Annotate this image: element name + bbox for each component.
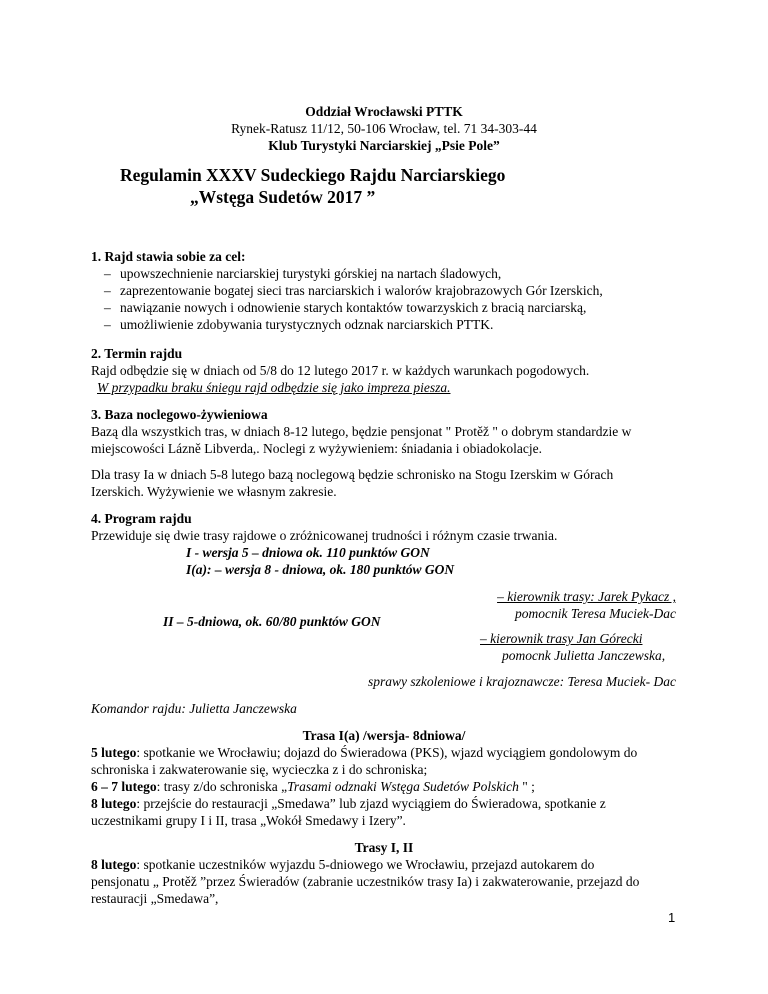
section3-heading: 3. Baza noclegowo-żywieniowa	[91, 407, 268, 422]
goals-list	[104, 265, 603, 333]
list-item: – zaprezentowanie bogatej sieci tras narciarskich i walorów krajobrazowych Gór Izerskich,	[104, 282, 603, 299]
section4-heading: 4. Program rajdu	[91, 511, 192, 526]
section2-text: Rajd odbędzie się w dniach od 5/8 do 12 lutego 2017 r. w każdych warunkach pogodowych.	[91, 363, 590, 378]
section1-heading: 1. Rajd stawia sobie za cel:	[91, 249, 246, 264]
trasy12-day1-cont2: restauracji „Smedawa”,	[91, 891, 219, 906]
route2-leader: – kierownik trasy Jan Górecki	[480, 631, 643, 646]
document-title-line1: Regulamin XXXV Sudeckiego Rajdu Narciarskiego	[120, 165, 506, 185]
trasy12-day1-cont1: pensjonatu „ Protěž ”przez Świeradów (zabranie uczestników trasy Ia) i zakwaterowanie, przejazd do	[91, 874, 640, 889]
route-1a: I(a): – wersja 8 - dniowa, ok. 180 punktów GON	[186, 562, 455, 577]
trasa1a-day1-cont: schroniska i zakwaterowanie się, wycieczka z i do schroniska;	[91, 762, 428, 777]
page-number: 1	[668, 910, 676, 925]
trasa1a-day2: 6 – 7 lutego: trasy z/do schroniska „Trasami odznaki Wstęga Sudetów Polskich " ;	[91, 779, 535, 794]
section3-text1: Bazą dla wszystkich tras, w dniach 8-12 lutego, będzie pensjonat " Protěž " o dobrym standardzie w	[91, 424, 632, 439]
list-item: – upowszechnienie narciarskiej turystyki górskiej na nartach śladowych,	[104, 265, 603, 282]
trasa1a-day1: 5 lutego: spotkanie we Wrocławiu; dojazd do Świeradowa (PKS), wjazd wyciągiem gondolowym do	[91, 745, 638, 760]
list-item: – nawiązanie nowych i odnowienie starych kontaktów towarzyskich z bracią narciarską,	[104, 299, 603, 316]
route2-assistant: pomocnk Julietta Janczewska,	[502, 648, 666, 663]
section3-text3: Dla trasy Ia w dniach 5-8 lutego bazą noclegową będzie schronisko na Stogu Izerskim w Górach	[91, 467, 614, 482]
org-address: Rynek-Ratusz 11/12, 50-106 Wrocław, tel. 71 34-303-44	[231, 121, 537, 136]
commander: Komandor rajdu: Julietta Janczewska	[91, 701, 297, 716]
trasa1a-day3-cont: uczestnikami grupy I i II, trasa „Wokół Smedawy i Izery”.	[91, 813, 406, 828]
trasa1a-heading: Trasa I(a) /wersja- 8dniowa/	[302, 728, 466, 743]
route1-assistant: pomocnik Teresa Muciek-Dac	[515, 606, 676, 621]
org-name: Oddział Wrocławski PTTK	[305, 104, 463, 119]
route1-leader: – kierownik trasy: Jarek Pykacz ,	[497, 589, 676, 604]
document-title-line2: „Wstęga Sudetów 2017 ”	[190, 187, 376, 207]
trasa1a-day3: 8 lutego: przejście do restauracji „Smedawa” lub zjazd wyciągiem do Świeradowa, spotkanie z	[91, 796, 606, 811]
section3-text4: Izerskich. Wyżywienie we własnym zakresie.	[91, 484, 337, 499]
club-name: Klub Turystyki Narciarskiej „Psie Pole”	[268, 138, 500, 153]
section2-note: W przypadku braku śniegu rajd odbędzie się jako impreza piesza.	[97, 380, 451, 395]
trasy12-day1: 8 lutego: spotkanie uczestników wyjazdu 5-dniowego we Wrocławiu, przejazd autokarem do	[91, 857, 595, 872]
training-note: sprawy szkoleniowe i krajoznawcze: Teresa Muciek- Dac	[368, 674, 676, 689]
section4-intro: Przewiduje się dwie trasy rajdowe o zróżnicowanej trudności i różnym czasie trwania.	[91, 528, 558, 543]
section3-text2: miejscowości Lázně Libverda,. Noclegi z wyżywieniem: śniadania i obiadokolacje.	[91, 441, 542, 456]
list-item: – umożliwienie zdobywania turystycznych odznak narciarskich PTTK.	[104, 316, 603, 333]
route-1: I - wersja 5 – dniowa ok. 110 punktów GON	[186, 545, 430, 560]
trasy12-heading: Trasy I, II	[354, 840, 414, 855]
route-2: II – 5-dniowa, ok. 60/80 punktów GON	[163, 614, 381, 629]
section2-heading: 2. Termin rajdu	[91, 346, 183, 361]
